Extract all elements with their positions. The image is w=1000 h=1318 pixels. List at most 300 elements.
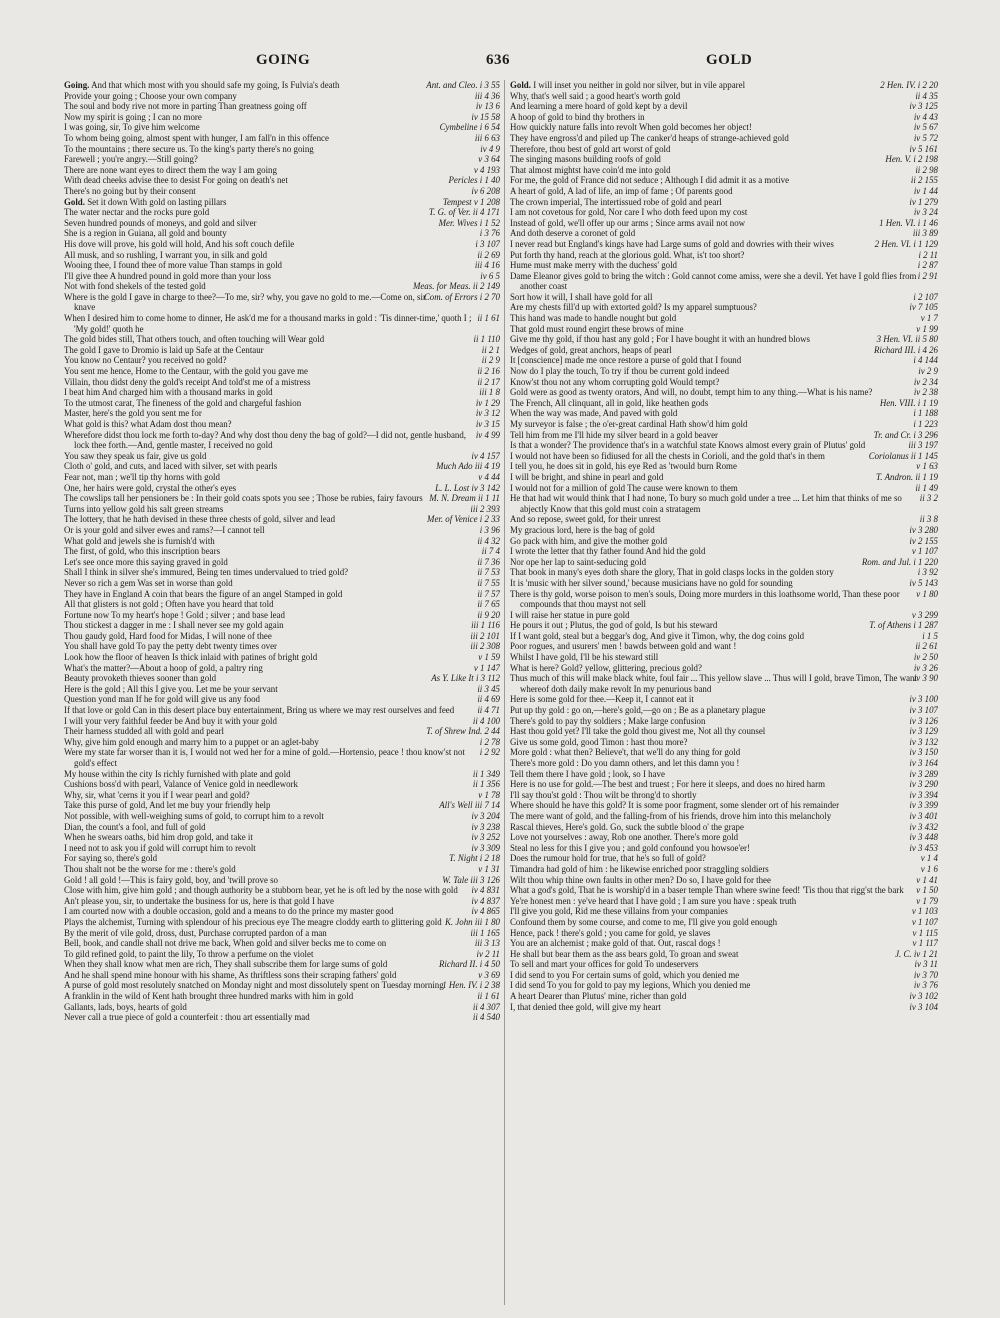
quotation: Why, sir, what 'cerns it you if I wear pearl and gold? <box>64 789 250 800</box>
citation: i 2 107 <box>913 291 938 302</box>
concordance-entry <box>64 917 500 928</box>
quotation: Wherefore didst thou lock me forth to-day? And why dost thou deny the bag of gold?—I did not, gentle husband, lock thee forth.—And, gentle master, I received no gold <box>64 429 467 451</box>
citation: ii 7 55 <box>477 577 500 588</box>
concordance-entry <box>510 250 938 261</box>
concordance-entry <box>510 472 938 483</box>
quotation: Where is the gold I gave in charge to thee?—To me, sir? why, you gave no gold to me.—Come on, sir knave <box>64 291 426 313</box>
quotation: Timandra had gold of him : he likewise enriched poor straggling soldiers <box>510 863 769 874</box>
citation: iv 3 100 <box>909 694 938 705</box>
citation: iv 6 5 <box>480 270 500 281</box>
concordance-entry <box>510 906 938 917</box>
citation: Coriolanus ii 1 145 <box>868 450 938 461</box>
citation: iv 3 102 <box>909 991 938 1002</box>
citation: i 3 107 <box>475 238 500 249</box>
quotation: And learning a mere hoard of gold kept by a devil <box>510 101 688 112</box>
quotation: I tell you, he does sit in gold, his eye Red as 'twould burn Rome <box>510 461 737 472</box>
concordance-entry <box>64 938 500 949</box>
concordance-entry <box>64 716 500 727</box>
citation: ii 4 540 <box>472 1012 500 1023</box>
quotation: What a god's gold, That he is worship'd in a baser temple Than where swine feed! 'Tis thou that rigg'st the bark <box>510 885 904 896</box>
citation: T. G. of Ver. ii 4 171 <box>428 207 500 218</box>
quotation: He that had wit would think that I had none, To bury so much gold under a tree ... Let him that thinks of me so abjectly Know that this gold must coin a stratagem <box>510 493 902 514</box>
citation: iv 5 72 <box>913 132 938 143</box>
citation: 1 Hen. IV. i 2 38 <box>442 980 500 991</box>
concordance-entry <box>510 779 938 790</box>
citation: 3 Hen. VI. ii 5 80 <box>876 334 938 345</box>
citation: iv 3 238 <box>471 821 500 832</box>
concordance-entry <box>510 949 938 960</box>
concordance-entry <box>510 620 938 631</box>
citation: v 1 103 <box>911 906 938 917</box>
quotation: It is 'music with her silver sound,' because musicians have no gold for sounding <box>510 577 793 588</box>
citation: T. of Shrew Ind. 2 44 <box>426 726 500 737</box>
quotation: Master, here's the gold you sent me for <box>64 408 202 419</box>
citation: Meas. for Meas. ii 2 149 <box>412 281 500 292</box>
concordance-entry <box>510 843 938 854</box>
citation: iv 3 12 <box>475 408 500 419</box>
citation: Tempest v 1 208 <box>442 196 500 207</box>
citation: ii 4 100 <box>472 715 500 726</box>
concordance-entry <box>510 302 938 313</box>
quotation: Villain, thou didst deny the gold's receipt And told'st me of a mistress <box>64 376 311 387</box>
quotation: A purse of gold most resolutely snatched on Monday night and most dissolutely spent on Tuesday morning <box>64 980 444 991</box>
concordance-entry <box>64 345 500 356</box>
citation: Hen. V. i 2 198 <box>885 154 938 165</box>
citation: ii 7 36 <box>477 556 500 567</box>
quotation: I will raise her statue in pure gold <box>510 609 630 620</box>
concordance-entry <box>510 186 938 197</box>
quotation: Sort how it will, I shall have gold for all <box>510 291 653 302</box>
quotation: There's more gold : Do you damn others, and let this damn you ! <box>510 758 740 768</box>
quotation: Now my spirit is going ; I can no more <box>64 111 202 122</box>
concordance-entry <box>64 1012 500 1023</box>
quotation: To gild refined gold, to paint the lily, To throw a perfume on the violet <box>64 948 314 959</box>
concordance-entry <box>510 716 938 727</box>
citation: ii 2 1 <box>481 344 500 355</box>
concordance-entry <box>510 144 938 155</box>
quotation: My house within the city Is richly furnished with plate and gold <box>64 768 291 779</box>
quotation: Let's see once more this saying graved in gold <box>64 556 228 567</box>
right-column <box>510 80 938 1300</box>
quotation: Set it down With gold on lasting pillars <box>87 196 227 207</box>
citation: iv 1 29 <box>475 397 500 408</box>
citation: ii 1 110 <box>473 334 500 345</box>
citation: ii 7 53 <box>477 567 500 578</box>
quotation: Not with fond shekels of the tested gold <box>64 281 206 292</box>
citation: v 1 6 <box>920 863 938 874</box>
concordance-entry <box>510 419 938 430</box>
quotation: They have in England A coin that bears the figure of an angel Stamped in gold <box>64 588 343 599</box>
concordance-entry <box>510 91 938 102</box>
quotation: I, that denied thee gold, will give my heart <box>510 1001 661 1012</box>
concordance-entry <box>510 811 938 822</box>
quotation: If that love or gold Can in this desert place buy entertainment, Bring us where we may rest ourselves and feed <box>64 705 455 716</box>
quotation: I will your very faithful feeder be And buy it with your gold <box>64 715 277 726</box>
citation: v 1 117 <box>912 938 938 949</box>
concordance-entry <box>510 747 938 758</box>
citation: ii 1 61 <box>477 313 500 324</box>
citation: ii 1 61 <box>477 991 500 1002</box>
citation: iv 3 448 <box>909 832 938 843</box>
quotation: Go pack with him, and give the mother gold <box>510 535 668 546</box>
citation: 2 Hen. IV. i 2 20 <box>880 80 938 90</box>
citation: iv 5 161 <box>909 143 938 154</box>
citation: iv 3 290 <box>909 779 938 790</box>
quotation: To sell and mart your offices for gold To undeservers <box>510 959 699 970</box>
quotation: Dian, the count's a fool, and full of gold <box>64 821 206 832</box>
citation: As Y. Like It i 3 112 <box>431 673 500 684</box>
quotation: Here is the gold ; All this I give you. Let me be your servant <box>64 683 278 694</box>
citation: v 3 69 <box>478 969 500 980</box>
header-left-word: GOING <box>256 52 311 68</box>
concordance-entry <box>64 652 500 663</box>
citation: ii 2 155 <box>910 175 938 186</box>
citation: ii 2 16 <box>477 366 500 377</box>
citation: iv 3 394 <box>909 789 938 800</box>
running-header <box>0 52 1000 74</box>
concordance-entry <box>64 313 500 334</box>
quotation: Here is some gold for thee.—Keep it, I cannot eat it <box>510 694 694 705</box>
quotation: The gold bides still, That others touch, and often touching will Wear gold <box>64 334 325 345</box>
citation: ii 2 61 <box>915 641 938 652</box>
concordance-entry <box>64 567 500 578</box>
concordance-entry <box>510 800 938 811</box>
citation: iv 4 865 <box>471 906 500 917</box>
concordance-entry <box>64 620 500 631</box>
quotation: For saying so, there's gold <box>64 853 158 864</box>
concordance-entry <box>64 122 500 133</box>
quotation: Here is no use for gold.—The best and truest ; For here it sleeps, and does no hired harm <box>510 779 825 790</box>
quotation: There's gold to pay thy soldiers ; Make large confusion <box>510 715 706 726</box>
quotation: I wrote the letter that thy father found And hid the gold <box>510 546 706 557</box>
concordance-entry <box>64 260 500 271</box>
citation: v 1 107 <box>911 546 938 557</box>
concordance-entry <box>64 461 500 472</box>
concordance-entry <box>510 154 938 165</box>
concordance-entry <box>510 345 938 356</box>
citation: Pericles i 1 40 <box>448 175 500 186</box>
concordance-entry <box>64 334 500 345</box>
quotation: Dame Eleanor gives gold to bring the witch : Gold cannot come amiss, were she a devil. Yet have I gold flies from another coast <box>510 270 917 292</box>
concordance-entry <box>64 430 500 451</box>
citation: iv 3 432 <box>909 821 938 832</box>
quotation: The lottery, that he hath devised in these three chests of gold, silver and lead <box>64 514 336 525</box>
quotation: The mere want of gold, and the falling-from of his friends, drove him into this melancholy <box>510 810 832 821</box>
headword: Gold. <box>64 196 85 207</box>
quotation: My gracious lord, here is the bag of gold <box>510 524 655 535</box>
quotation: Never call a true piece of gold a counterfeit : thou art essentially mad <box>64 1012 310 1023</box>
citation: v 1 107 <box>911 916 938 927</box>
quotation: It [conscience] made me once restore a purse of gold that I found <box>510 355 742 366</box>
quotation: Their harness studded all with gold and pearl <box>64 726 224 737</box>
concordance-entry <box>64 525 500 536</box>
concordance-entry <box>510 938 938 949</box>
citation: iv 2 9 <box>918 366 938 377</box>
concordance-entry <box>510 631 938 642</box>
citation: Mer. of Venice i 2 33 <box>427 514 500 525</box>
citation: v 1 99 <box>916 323 938 334</box>
concordance-entry <box>64 536 500 547</box>
citation: iii 6 63 <box>474 132 500 143</box>
citation: iv 3 76 <box>913 980 938 991</box>
citation: v 1 80 <box>916 588 938 599</box>
citation: iv 13 6 <box>475 101 500 112</box>
quotation: The French, All clinquant, all in gold, like heathen gods <box>510 397 709 408</box>
citation: ii 1 356 <box>472 779 500 790</box>
quotation: The singing masons building roofs of gold <box>510 154 661 165</box>
citation: ii 7 57 <box>477 588 500 599</box>
citation: i 3 76 <box>479 228 500 239</box>
citation: M. N. Dream ii 1 11 <box>429 493 500 504</box>
quotation: Fear not, man ; we'll tip thy horns with gold <box>64 471 220 482</box>
quotation: And that which most with you should safe my going, Is Fulvia's death <box>91 80 340 90</box>
citation: Much Ado iii 4 19 <box>436 461 500 472</box>
quotation: Nor ope her lap to saint-seducing gold <box>510 556 647 567</box>
citation: iv 5 143 <box>909 577 938 588</box>
citation: ii 2 69 <box>477 249 500 260</box>
header-right-word: GOLD <box>706 52 753 68</box>
left-column <box>64 80 500 1300</box>
quotation: Plays the alchemist, Turning with splendour of his precious eye The meagre cloddy earth to glittering gold <box>64 916 442 927</box>
concordance-entry <box>64 144 500 155</box>
citation: iii 4 36 <box>474 90 500 101</box>
quotation: Is that a wonder? The providence that's in a watchful state Knows almost every grain of Plutus' gold <box>510 440 866 451</box>
quotation: Wedges of gold, great anchors, heaps of pearl <box>510 344 672 355</box>
quotation: A heart Dearer than Plutus' mine, richer than gold <box>510 991 687 1002</box>
citation: iv 4 831 <box>471 885 500 896</box>
concordance-entry <box>510 885 938 896</box>
concordance-entry <box>64 832 500 843</box>
quotation: I did send To you for gold to pay my legions, Which you denied me <box>510 980 751 991</box>
citation: iv 3 15 <box>475 419 500 429</box>
concordance-entry <box>64 843 500 854</box>
concordance-entry <box>510 970 938 981</box>
concordance-entry <box>510 1002 938 1013</box>
quotation: Never so rich a gem Was set in worse than gold <box>64 577 233 588</box>
citation: ii 1 349 <box>472 768 500 779</box>
quotation: When they shall know what men are rich, They shall subscribe them for large sums of gold <box>64 959 388 970</box>
quotation: That gold must round engirt these brows of mine <box>510 323 684 334</box>
quotation: Give me thy gold, if thou hast any gold ; For I have bought it with an hundred blows <box>510 334 810 345</box>
citation: iii 1 116 <box>471 620 500 631</box>
concordance-entry <box>64 737 500 748</box>
citation: iii 2 308 <box>470 641 500 652</box>
concordance-entry <box>64 493 500 504</box>
concordance-entry <box>64 483 500 494</box>
concordance-entry <box>510 652 938 663</box>
concordance-entry <box>510 207 938 218</box>
citation: ii 4 69 <box>477 694 500 705</box>
concordance-entry <box>510 175 938 186</box>
citation: iv 4 43 <box>913 111 938 122</box>
citation: iv 3 280 <box>909 524 938 535</box>
quotation: The first, of gold, who this inscription bears <box>64 546 221 557</box>
concordance-entry <box>510 758 938 769</box>
citation: All's Well iii 7 14 <box>439 800 500 811</box>
quotation: There is thy gold, worse poison to men's souls, Doing more murders in this loathsome world, Than these poor compounds that thou mayst not sell <box>510 588 900 610</box>
citation: iii 2 393 <box>470 503 500 514</box>
citation: i 3 92 <box>917 567 938 578</box>
concordance-entry <box>510 694 938 705</box>
citation: iv 3 252 <box>471 832 500 843</box>
citation: iv 3 399 <box>909 800 938 811</box>
concordance-entry <box>64 112 500 123</box>
citation: iv 3 289 <box>909 768 938 779</box>
citation: Mer. Wives i 1 52 <box>438 217 500 228</box>
concordance-entry <box>64 366 500 377</box>
concordance-entry <box>510 430 938 441</box>
concordance-entry <box>510 228 938 239</box>
concordance-entry <box>510 896 938 907</box>
concordance-entry <box>510 917 938 928</box>
concordance-entry <box>510 451 938 462</box>
citation: Richard II. i 4 50 <box>438 959 500 970</box>
citation: iii 4 16 <box>474 260 500 271</box>
citation: iv 2 11 <box>476 948 500 959</box>
quotation: Instead of gold, we'll offer up our arms ; Since arms avail not now <box>510 217 746 228</box>
citation: v 1 147 <box>473 662 500 673</box>
citation: iv 2 155 <box>909 535 938 546</box>
concordance-entry <box>510 737 938 748</box>
concordance-entry <box>64 292 500 313</box>
concordance-entry <box>64 228 500 239</box>
concordance-entry <box>64 250 500 261</box>
quotation: All musk, and so rushling, I warrant you, in silk and gold <box>64 249 268 260</box>
citation: v 1 41 <box>916 874 938 885</box>
concordance-entry <box>64 186 500 197</box>
concordance-entry <box>64 726 500 737</box>
concordance-entry <box>510 377 938 388</box>
concordance-entry <box>64 239 500 250</box>
concordance-entry <box>64 970 500 981</box>
concordance-entry <box>510 980 938 991</box>
citation: i 1 5 <box>922 630 938 641</box>
quotation: Tell him from me I'll hide my silver beard in a gold beaver <box>510 429 718 440</box>
citation: ii 1 49 <box>915 482 938 493</box>
quotation: Give us some gold, good Timon : hast thou more? <box>510 736 688 747</box>
concordance-entry <box>64 641 500 652</box>
citation: ii 3 8 <box>919 514 938 525</box>
quotation: Provide your going ; Choose your own company <box>64 90 237 101</box>
concordance-entry <box>64 959 500 970</box>
concordance-entry <box>64 398 500 409</box>
quotation: And doth deserve a coronet of gold <box>510 228 636 239</box>
concordance-entry <box>510 610 938 621</box>
concordance-entry <box>510 991 938 1002</box>
citation: ii 7 65 <box>477 599 500 610</box>
quotation: When the way was made, And paved with gold <box>510 408 678 419</box>
quotation: To the mountains ; there secure us. To the king's party there's no going <box>64 143 314 154</box>
concordance-entry <box>64 80 500 91</box>
quotation: By the merit of vile gold, dross, dust, Purchase corrupted pardon of a man <box>64 927 327 938</box>
quotation: Confound them by some course, and come to me, I'll give you gold enough <box>510 916 778 927</box>
citation: i 1 188 <box>913 408 938 419</box>
citation: Ant. and Cleo. i 3 55 <box>426 80 500 90</box>
quotation: With dead cheeks advise thee to desist For going on death's net <box>64 175 288 186</box>
quotation: When he swears oaths, bid him drop gold, and take it <box>64 832 253 843</box>
concordance-entry <box>510 589 938 610</box>
concordance-entry <box>510 461 938 472</box>
concordance-entry <box>64 663 500 674</box>
concordance-entry <box>64 271 500 282</box>
concordance-entry <box>64 281 500 292</box>
citation: i 2 87 <box>917 260 938 271</box>
concordance-entry <box>64 133 500 144</box>
quotation: Know'st thou not any whom corrupting gold Would tempt? <box>510 376 720 387</box>
concordance-entry <box>64 218 500 229</box>
concordance-entry <box>64 387 500 398</box>
quotation: Question yond man If he for gold will give us any food <box>64 694 260 705</box>
concordance-entry <box>510 483 938 494</box>
quotation: What gold and jewels she is furnish'd with <box>64 535 215 546</box>
citation: i 4 144 <box>913 355 938 366</box>
citation: i 2 78 <box>479 736 500 747</box>
citation: ii 7 4 <box>481 546 500 557</box>
citation: iv 4 9 <box>480 143 500 154</box>
concordance-entry <box>510 133 938 144</box>
quotation: What is here? Gold? yellow, glittering, precious gold? <box>510 662 702 673</box>
concordance-entry <box>64 472 500 483</box>
quotation: I'll give you gold, Rid me these villains from your companies <box>510 906 728 917</box>
concordance-entry <box>510 398 938 409</box>
concordance-entry <box>510 853 938 864</box>
quotation: Why, that's well said ; a good heart's worth gold <box>510 90 681 101</box>
citation: Rom. and Jul. i 1 220 <box>861 556 938 567</box>
citation: iv 3 129 <box>909 726 938 737</box>
quotation: And he shall spend mine honour with his shame, As thriftless sons their scraping fathers' gold <box>64 969 397 980</box>
concordance-entry <box>64 514 500 525</box>
citation: iv 3 125 <box>909 101 938 112</box>
citation: ii 2 17 <box>477 376 500 387</box>
quotation: How quickly nature falls into revolt When gold becomes her object! <box>510 122 752 133</box>
quotation: Thus much of this will make black white, foul fair ... This yellow slave ... Thus will I gold, brave Timon, The want whereof doth daily make revolt In my penurious band <box>510 673 917 694</box>
concordance-entry <box>64 408 500 419</box>
citation: iv 3 150 <box>909 747 938 758</box>
citation: v 4 44 <box>478 471 500 482</box>
citation: ii 4 32 <box>477 535 500 546</box>
concordance-entry <box>510 197 938 208</box>
concordance-entry <box>510 536 938 547</box>
concordance-entry <box>64 853 500 864</box>
concordance-entry <box>64 885 500 896</box>
page-number: 636 <box>486 52 510 68</box>
citation: v 1 115 <box>912 927 938 938</box>
quotation: Take this purse of gold, And let me buy your friendly help <box>64 800 271 811</box>
quotation: The water nectar and the rocks pure gold <box>64 207 210 218</box>
citation: v 1 50 <box>916 885 938 896</box>
citation: v 1 59 <box>478 652 500 663</box>
quotation: A heart of gold, A lad of life, an imp of fame ; Of parents good <box>510 185 733 196</box>
citation: i 1 223 <box>913 419 938 429</box>
quotation: The soul and body rive not more in parting Than greatness going off <box>64 101 307 112</box>
quotation: Ye're honest men : ye've heard that I have gold ; I am sure you have : speak truth <box>510 895 797 906</box>
quotation: Hume must make merry with the duchess' gold <box>510 260 677 271</box>
citation: v 3 299 <box>911 609 938 620</box>
citation: v 3 64 <box>478 154 500 165</box>
quotation: Cloth o' gold, and cuts, and laced with silver, set with pearls <box>64 461 278 472</box>
concordance-entry <box>64 1002 500 1013</box>
quotation: One, her hairs were gold, crystal the other's eyes <box>64 482 237 493</box>
citation: iv 3 164 <box>909 758 938 768</box>
quotation: Close with him, give him gold ; and though authority be a stubborn bear, yet he is oft led by the nose with gold <box>64 885 458 896</box>
citation: ii 2 9 <box>481 355 500 366</box>
concordance-entry <box>64 207 500 218</box>
quotation: Turns into yellow gold his salt green streams <box>64 503 224 514</box>
concordance-entry <box>64 557 500 568</box>
concordance-entry <box>64 928 500 939</box>
citation: iv 6 208 <box>471 185 500 196</box>
concordance-entry <box>64 684 500 695</box>
